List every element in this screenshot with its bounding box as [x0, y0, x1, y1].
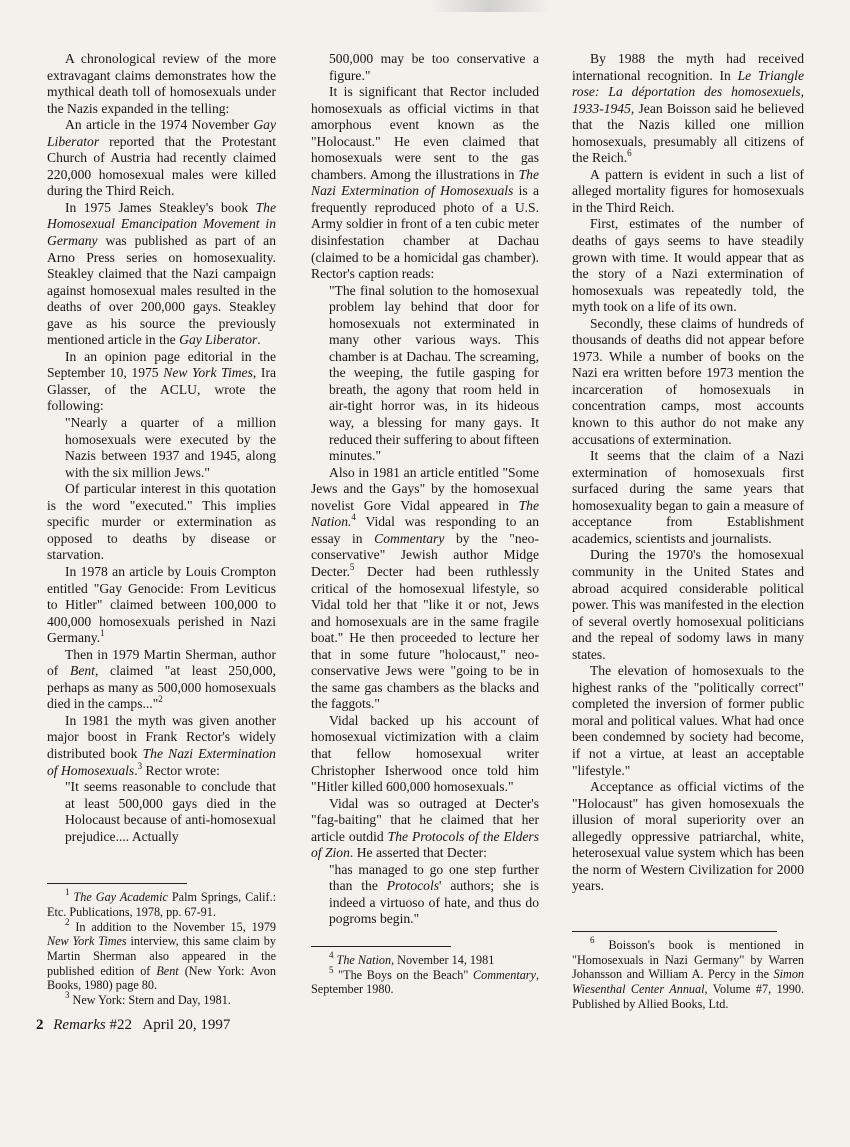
paragraph: In 1978 an article by Louis Crompton entitled "Gay Genocide: From Leviticus to Hitler" claimed between 100,000 to 400,000 homosexuals perished in Nazi Germany.$^1$ — [47, 563, 276, 646]
footnote-rule — [572, 931, 777, 932]
footnote: $^3$ New York: Stern and Day, 1981. — [65, 990, 231, 1008]
block-quote: "Nearly a quarter of a million homosexuals were executed by the Nazis between 1937 and 1945, along with the six million Jews." — [65, 415, 276, 480]
footnote: $^1$ The Gay Academic Palm Springs, Calif.: Etc. Publications, 1978, pp. 67-91. — [47, 887, 277, 919]
footnote-ref: 5 — [349, 561, 355, 572]
paragraph: A chronological review of the more extravagant claims demonstrates how the mythical death toll of homosexuals under the Nazis expanded in the telling: — [47, 51, 276, 116]
paragraph: It is significant that Rector included homosexuals as official victims in that amorphous event known as the "Holocaust." He even claimed that homosexuals were sent to the gas chambers. Among the illustrations in The Nazi Extermination of Homosexuals is a frequently reproduced photo of a U.S. Army soldier in front of a ten cubic meter disinfestation chamber at Dachau (claimed to be a homicidal gas chamber). Rector's caption reads: — [311, 84, 539, 282]
paragraph: Also in 1981 an article entitled "Some Jews and the Gays" by the homosexual novelist Gore Vidal appeared in The Nation.$^4$ Vidal was responding to an essay in Commentary by the "neo-conservative" Jewish author Midge Decter.$^5$ Decter had been ruthlessly critical of the homosexual lifestyle, so Vidal told her that "like it or not, Jews and homosexuals are in the same fragile boat." He then proceeded to lecture her that in some future "holocaust," neo-conservative Jews were "going to be in the same gas chambers as the blacks and the faggots." — [311, 464, 539, 712]
column-3 — [572, 51, 804, 1011]
paragraph: Then in 1979 Martin Sherman, author of Bent, claimed "at least 250,000, perhaps as many as 500,000 homosexuals died in the camps..."$^2$ — [47, 646, 276, 712]
paragraph: First, estimates of the number of deaths of gays seems to have steadily grown with time. It would appear that as the story of a Nazi extermination of homosexuals was repeatedly told, the myth took on a life of its own. — [572, 216, 804, 315]
paragraph: The elevation of homosexuals to the highest ranks of the "politically correct" completed the inversion of former public moral and political values. What had once been condemned by society had become, if not a virtue, at least an acceptable "lifestyle." — [572, 663, 804, 778]
paragraph: By 1988 the myth had received international recognition. In Le Triangle rose: La déportation des homosexuels, 1933-1945, Jean Boisson said he believed that the Nazis killed one million homosexuals, presumably all citizens of the Reich.$^6$ — [572, 51, 804, 166]
page-number: 2 — [36, 1017, 44, 1033]
publication-name: Remarks — [53, 1017, 106, 1033]
paragraph: An article in the 1974 November Gay Liberator reported that the Protestant Church of Austria had recently claimed 220,000 homosexual males were killed during the Third Reich. — [47, 117, 276, 199]
block-quote: "It seems reasonable to conclude that at least 500,000 gays died in the Holocaust because of anti-homosexual prejudice.... Actually — [65, 779, 276, 844]
footnote: $^6$ Boisson's book is mentioned in "Homosexuals in Nazi Germany" by Warren Johansson and William A. Percy in the Simon Wiesenthal Center Annual, Volume #7, 1990. Published by Allied Books, Ltd. — [572, 934, 804, 1011]
footnote-ref: 1 — [100, 628, 105, 639]
block-quote: "has managed to go one step further than the Protocols' authors; she is indeed a virtuoso of hate, and thus do pogroms begin." — [329, 861, 539, 927]
footnote-ref: 2 — [158, 694, 163, 705]
paragraph: It seems that the claim of a Nazi extermination of homosexuals first surfaced during the same years that homosexuality began to gain a measure of acceptance from Establishment academics, scientists and journalists. — [572, 448, 804, 546]
paragraph: Vidal backed up his account of homosexual victimization with a claim that fellow homosexual writer Christopher Isherwood once told him "Hitler killed 600,000 homosexuals." — [311, 712, 539, 795]
block-quote: "The final solution to the homosexual problem lay behind that door for homosexuals not exterminated in many other various ways. This chamber is at Dachau. The screaming, the weeping, the futile gasping for breath, the agony that room held in air-tight horror was, in its hideous way, a blessing for many gays. It reduced their suffering to about fifteen minutes." — [329, 282, 539, 464]
footnote: $^4$ The Nation, November 14, 1981 — [329, 949, 495, 967]
paragraph: In an opinion page editorial in the September 10, 1975 New York Times, Ira Glasser, of the ACLU, wrote the following: — [47, 348, 277, 414]
column-1 — [47, 51, 276, 1008]
paragraph: In 1975 James Steakley's book The Homosexual Emancipation Movement in Germany was published as part of an Arno Press series on homosexuality. Steakley claimed that the Nazi campaign against homosexual males resulted in the deaths of over 200,000 gays. Steakley gave as his source the previously mentioned article in the Gay Liberator. — [47, 199, 276, 348]
paragraph: Of particular interest in this quotation is the word "executed." This implies specific murder or extermination as opposed to deaths by disease or starvation. — [47, 481, 276, 563]
issue-date: #22 April 20, 1997 — [109, 1017, 231, 1033]
footnote-rule — [311, 946, 451, 947]
paragraph: During the 1970's the homosexual community in the United States and abroad acquired considerable political power. This was manifested in the election of several overtly homosexual politicians and the repeal of sodomy laws in many states. — [572, 547, 804, 662]
footnote-rule — [47, 883, 187, 884]
paragraph: In 1981 the myth was given another major boost in Frank Rector's widely distributed book The Nazi Extermination of Homosexuals.$^3$ Rector wrote: — [47, 712, 276, 778]
footnote-ref: 3 — [137, 760, 143, 771]
paragraph: A pattern is evident in such a list of alleged mortality figures for homosexuals in the Third Reich. — [572, 166, 804, 215]
footnote-ref: 4 — [351, 512, 356, 523]
paragraph: Secondly, these claims of hundreds of thousands of deaths did not appear before 1973. While a number of books on the Nazi era written before 1973 mention the incarceration of homosexuals in concentration camps, most accounts known to this author do not make any accusations of extermination. — [572, 315, 804, 447]
paragraph: Acceptance as official victims of the "Holocaust" has given homosexuals the illusion of moral superiority over an allegedly oppressive patriarchal, white, heterosexual value system which has been the norm of Western Civilization for 2000 years. — [572, 779, 804, 894]
page-footer — [36, 1017, 230, 1034]
footnote: $^5$ "The Boys on the Beach" Commentary, September 1980. — [311, 964, 539, 997]
paragraph: Vidal was so outraged at Decter's "fag-baiting" that he claimed that her article outdid The Protocols of the Elders of Zion. He asserted that Decter: — [311, 795, 540, 861]
scan-shadow — [430, 0, 550, 12]
footnote-ref: 6 — [627, 148, 632, 159]
footnote: $^2$ In addition to the November 15, 1979 New York Times interview, this same claim by Martin Sherman also appeared in the published edition of Bent (New York: Avon Books, 1980) page 80. — [47, 916, 277, 993]
block-quote: 500,000 may be too conservative a figure." — [329, 51, 539, 83]
column-2 — [311, 51, 539, 997]
